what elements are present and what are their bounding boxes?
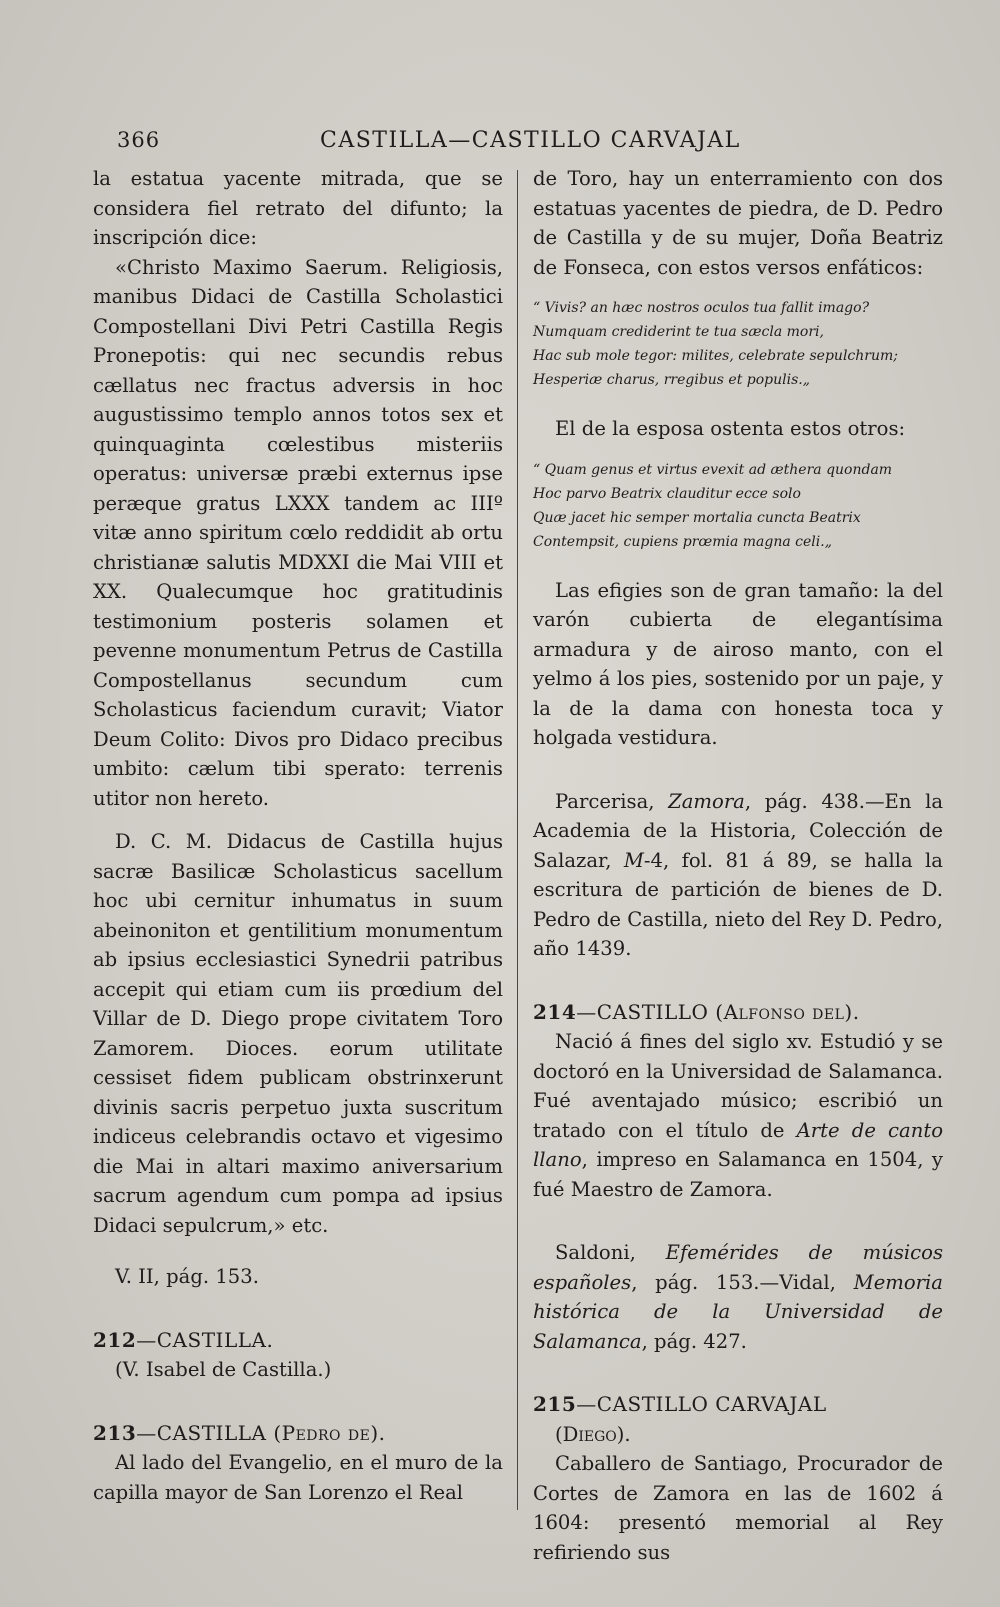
entry-215-heading	[533, 1390, 943, 1420]
running-title: CASTILLA—CASTILLO CARVAJAL	[320, 128, 741, 153]
ref-text: Parcerisa,	[555, 789, 669, 813]
column-divider	[517, 170, 518, 1510]
paragraph: de Toro, hay un enterramiento con dos estatuas yacentes de piedra, de D. Pedro de Castilla y de su mujer, Doña Beatriz de Fonseca, con estos versos enfáticos:	[533, 167, 943, 279]
entry-subtitle: (Diego).	[555, 1422, 631, 1446]
body-text: Nació á fines del siglo xv. Estudió y se doctoró en la Universidad de Salamanca. Fué aventajado músico; escribió un tratado con el título de	[533, 1030, 943, 1142]
paragraph: El de la esposa ostenta estos otros:	[555, 417, 906, 440]
ref-text: Saldoni,	[555, 1241, 666, 1264]
ref-title: Memoria histórica de la Universidad de Salamanca	[533, 1270, 943, 1353]
entry-number: 214	[533, 999, 577, 1024]
right-column	[533, 164, 943, 1564]
entry-subtitle: (Pedro de).	[273, 1420, 386, 1445]
latin-inscription-continued: D. C. M. Didacus de Castilla hujus sacræ Basilicæ Scholasticus sacellum hoc ubi cernitur inhumatus in suum abeinoniton et gentilitium monumentum ab ipsius ecclesiastici Synedrii patribus accepit qui etiam cum iis prœdium del Villar de D. Diego prope civitatem Toro Zamorem. Dioces. eorum utilitate cessiset fidem publicam obstrinxerunt divinis sacris perpetuo juxta suscritum indiceus celebrandis octavo et vigesimo die Mai in altari maximo aniversarium sacrum agendum cum pompa ad ipsius Didaci sepulcrum,» etc.	[93, 830, 503, 1237]
ref-shelfmark: M	[623, 848, 644, 872]
verse-epitaph-husband: “ Vivis? an hæc nostros oculos tua fallit imago? Numquam crediderint te tua sæcla mori, Hac sub mole tegor: milites, celebrate sepulchrum; Hesperiæ charus, rregibus et populis.„	[533, 300, 898, 388]
entry-title: —CASTILLO CARVAJAL	[576, 1392, 827, 1416]
ref-title: Zamora	[668, 789, 745, 813]
left-column	[93, 164, 503, 1564]
reference	[533, 1238, 943, 1356]
latin-inscription: «Christo Maximo Saerum. Religiosis, manibus Didaci de Castilla Scholastici Compostellani Divi Petri Castilla Regis Pronepotis: qui nec secundis rebus cællatus nec fractus adversis in hoc augustissimo templo annos totos sex et quinquaginta cœlestibus misteriis operatus: universæ præbi externus ipse peræque gratus LXXX tandem ac IIIº vitæ anno spiritum cœlo reddidit ab ortu christianæ salutis MDXXI die Mai VIII et XX. Qualecumque hoc gratitudinis testimonium posteris solamen et pevenne monumentum Petrus de Castilla Compostellanus secundum cum Scholasticus faciendum curavit; Viator Deum Colito: Divos pro Didaco precibus umbito: cælum tibi sperato: terrenis utitor non hereto.	[93, 255, 503, 810]
verse-epitaph-wife: “ Quam genus et virtus evexit ad æthera quondam Hoc parvo Beatrix clauditur ecce solo Quæ jacet hic semper mortalia cuncta Beatrix Contempsit, cupiens prœmia magna celi.„	[533, 461, 893, 550]
page-header	[0, 128, 1000, 158]
entry-212-heading	[93, 1326, 503, 1356]
entry-subtitle: (Alfonso del).	[715, 999, 860, 1024]
book-title: Arte de canto llano	[533, 1118, 944, 1171]
body-text: , impreso en Salamanca en 1504, y fué Maestro de Zamora.	[533, 1148, 943, 1201]
ref-text: , pág. 438.—En la Academia de la Historia, Colección de Salazar,	[533, 789, 944, 872]
entry-214-heading	[533, 998, 943, 1028]
page-number: 366	[117, 128, 161, 152]
entry-213-heading	[93, 1419, 503, 1449]
entry-number: 212	[93, 1327, 137, 1352]
ref-title: Efemérides de músicos españoles	[533, 1241, 943, 1294]
paragraph: la estatua yacente mitrada, que se considera fiel retrato del difunto; la inscripción dice:	[93, 167, 503, 249]
entry-214-body	[533, 1027, 943, 1204]
entry-title: —CASTILLO	[576, 999, 709, 1024]
entry-213-body: Al lado del Evangelio, en el muro de la capilla mayor de San Lorenzo el Real	[93, 1451, 503, 1504]
entry-title: —CASTILLA	[136, 1420, 267, 1445]
reference: V. II, pág. 153.	[115, 1265, 259, 1288]
entry-number: 215	[533, 1392, 577, 1416]
paragraph: Las efigies son de gran tamaño: la del varón cubierta de elegantísima armadura y de airoso manto, con el yelmo á los pies, sostenido por un paje, y la de la dama con honesta toca y holgada vestidura.	[533, 578, 943, 749]
ref-text: -4, fol. 81 á 89, se halla la escritura de partición de bienes de D. Pedro de Castilla, nieto del Rey D. Pedro, año 1439.	[533, 848, 943, 960]
entry-212-body: (V. Isabel de Castilla.)	[115, 1358, 332, 1381]
entry-title: —CASTILLA.	[136, 1327, 274, 1352]
ref-text: , pág. 153.—Vidal,	[631, 1270, 854, 1294]
entry-215-body: Caballero de Santiago, Procurador de Cortes de Zamora en las de 1602 á 1604: presentó memorial al Rey refiriendo sus	[533, 1452, 943, 1564]
reference	[533, 787, 943, 964]
ref-text: , pág. 427.	[641, 1329, 747, 1353]
entry-number: 213	[93, 1420, 137, 1445]
